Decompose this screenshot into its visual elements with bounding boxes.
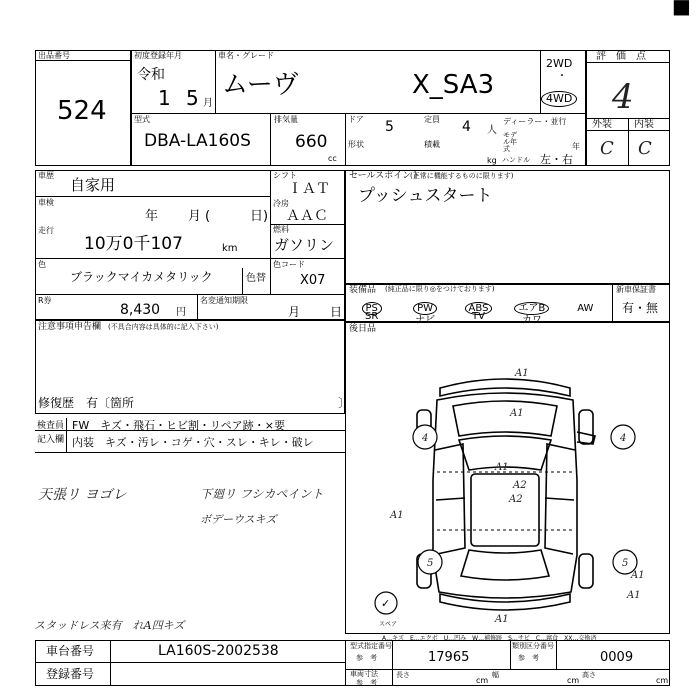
type-spec-sub: 参 考 bbox=[356, 654, 377, 662]
equip-item-sub-3: TV bbox=[472, 311, 485, 322]
mark-hood: A1 bbox=[510, 408, 524, 419]
fuel-label: 燃料 bbox=[273, 225, 289, 234]
grade: X_SA3 bbox=[412, 70, 495, 100]
doors: 5 bbox=[385, 119, 394, 135]
rear-window bbox=[461, 550, 549, 580]
handwritten-studless: スタッドレス来有 れA四キズ bbox=[34, 619, 185, 632]
cc-unit: cc bbox=[328, 154, 337, 163]
type-spec-value: 17965 bbox=[428, 650, 470, 665]
mark-front-bumper: A1 bbox=[515, 368, 529, 379]
sales-note: (正常に機能するものに限ります) bbox=[410, 172, 514, 180]
mark-tire-rl: 5 bbox=[427, 558, 434, 569]
mark-rear-right: A1 bbox=[627, 590, 641, 601]
handle-label: ハンドル bbox=[502, 156, 530, 164]
color-label: 色 bbox=[38, 260, 46, 269]
mark-right-quarter: A1 bbox=[631, 570, 645, 581]
history-value: 自家用 bbox=[70, 176, 116, 194]
displacement: 660 bbox=[295, 132, 328, 152]
reg-era: 令和 bbox=[137, 67, 165, 83]
reg-month: 5 bbox=[186, 86, 199, 110]
notice-month: 月 bbox=[288, 305, 301, 319]
inspection-label-2: 記入欄 bbox=[37, 435, 65, 445]
model-code: DBA-LA160S bbox=[144, 131, 251, 151]
hei-label: 高さ bbox=[582, 671, 596, 679]
drive-2wd: 2WD bbox=[546, 57, 573, 70]
damage-legend: A…キズ E…エクボ U…凹み W…補修跡 S…サビ C…腐食 XX…交換済 bbox=[382, 635, 597, 642]
ac-value: ＡＡＣ bbox=[286, 208, 328, 224]
int-label: 内装 bbox=[634, 119, 654, 130]
inspection-label-1: 検査員 bbox=[37, 421, 65, 431]
mileage-value: 10万0千107 bbox=[84, 234, 183, 254]
person-unit: 人 bbox=[487, 125, 497, 136]
reg-label: 初度登録年月 bbox=[134, 51, 182, 60]
class-sub: 参 考 bbox=[518, 654, 539, 662]
mark-tire-rr: 5 bbox=[622, 558, 629, 569]
inspection-row-fw: FW キズ・飛石・ヒビ割・リペア跡・×要 bbox=[72, 419, 285, 432]
shift-label: シフト bbox=[273, 171, 297, 180]
model-label: 型式 bbox=[134, 115, 150, 124]
int-value: C bbox=[638, 138, 652, 159]
shaken-day: 日) bbox=[250, 209, 269, 224]
score-value: 4 bbox=[612, 77, 634, 117]
equip-item-sub-1: SR bbox=[365, 311, 379, 322]
dealer-label: ディーラー・並行 bbox=[503, 117, 567, 126]
hei-unit: cm bbox=[656, 676, 669, 685]
rear-label: 後日品 bbox=[349, 324, 377, 334]
len-unit: cm bbox=[476, 676, 489, 685]
rear-bumper bbox=[440, 594, 570, 610]
equip-item-sub-2: ナビ bbox=[415, 315, 436, 326]
notes-sublabel: (不具合内容は具体的に記入下さい) bbox=[108, 323, 219, 331]
recycle-label: R券 bbox=[38, 296, 52, 305]
spare-mark: ✓ bbox=[381, 597, 391, 610]
mileage-label: 走行 bbox=[38, 226, 54, 235]
warranty-value: 有・無 bbox=[622, 301, 659, 315]
type-spec-label: 型式指定番号 bbox=[350, 642, 392, 650]
equip-label: 装備品 bbox=[349, 285, 377, 295]
shaken-month: 月 bbox=[188, 209, 202, 224]
km-unit: km bbox=[222, 243, 238, 254]
drive-4wd: 4WD bbox=[541, 91, 577, 107]
equip-note: (純正品に限り◎をつけております) bbox=[385, 285, 495, 293]
sales-point: プッシュスタート bbox=[358, 186, 493, 206]
lot-number: 524 bbox=[57, 96, 107, 126]
mark-left-side: A1 bbox=[390, 510, 404, 521]
notes-label: 注意事項申告欄 bbox=[38, 322, 102, 332]
history-label: 車歴 bbox=[38, 171, 54, 180]
equip-item-sub-4: カワ bbox=[521, 315, 542, 326]
corner-mark: ■ bbox=[672, 0, 691, 18]
hood bbox=[453, 401, 557, 436]
mark-tire-fl: 4 bbox=[422, 433, 429, 444]
lot-label: 出品番号 bbox=[38, 51, 70, 60]
mark-tire-fr: 4 bbox=[620, 433, 627, 444]
notice-label: 名変通知期限 bbox=[200, 296, 248, 305]
mark-rear-pillar-2: A2 bbox=[509, 494, 523, 505]
color-code-value: X07 bbox=[300, 273, 326, 288]
len-label: 長さ bbox=[396, 671, 410, 679]
reg-month-unit: 月 bbox=[203, 98, 213, 109]
equip-item-4: エアB bbox=[511, 296, 552, 315]
fuel-value: ガソリン bbox=[274, 236, 335, 254]
model-year-unit: 年 bbox=[572, 142, 580, 151]
chassis-value: LA160S-2002538 bbox=[158, 643, 279, 659]
handwritten-underbody: 下廻リ フシカペイント bbox=[200, 487, 324, 501]
handwritten-body: ボデーウスキズ bbox=[200, 513, 277, 526]
chassis-label: 車台番号 bbox=[46, 644, 95, 658]
score-label: 評 価 点 bbox=[596, 51, 646, 62]
cap-label: 定員 bbox=[424, 115, 440, 124]
color-swap-label: 色替 bbox=[246, 273, 266, 284]
shape-label: 形状 bbox=[348, 140, 364, 149]
drive-dot: ・ bbox=[557, 71, 567, 82]
disp-label: 排気量 bbox=[274, 115, 298, 124]
wid-unit: cm bbox=[567, 676, 580, 685]
car-diagram bbox=[345, 340, 670, 640]
dims-sub: 参 考 bbox=[356, 679, 377, 687]
wheel-rear-right bbox=[579, 554, 593, 588]
ext-value: C bbox=[600, 138, 614, 159]
dims-label: 車両寸法 bbox=[350, 670, 378, 678]
wid-label: 幅 bbox=[492, 671, 499, 679]
shaken-year: 年 bbox=[145, 209, 159, 224]
equip-item-5: AW bbox=[577, 303, 594, 314]
repair-history: 修復歴 有〔箇所 bbox=[38, 396, 135, 410]
notice-day: 日 bbox=[330, 305, 343, 319]
name-label: 車名・グレード bbox=[218, 51, 274, 60]
load-label: 積載 bbox=[424, 140, 440, 149]
sales-label: セールスポイント bbox=[349, 171, 421, 181]
wheel-front-right bbox=[579, 410, 593, 444]
equipment-items bbox=[345, 296, 612, 326]
handwritten-ceiling: 天張リ ヨゴレ bbox=[38, 487, 127, 503]
equip-item-1: PS bbox=[351, 296, 392, 315]
shaken-label: 車検 bbox=[38, 198, 54, 207]
color-code-label: 色コード bbox=[273, 260, 305, 269]
mark-rear-pillar-1: A2 bbox=[513, 480, 527, 491]
warranty-label: 新車保証書 bbox=[616, 285, 656, 294]
plate-label: 登録番号 bbox=[46, 667, 95, 681]
shaken-paren: ( bbox=[205, 209, 211, 224]
class-label: 類別区分番号 bbox=[512, 642, 554, 650]
ac-label: 冷房 bbox=[273, 199, 289, 208]
inspection-row-interior: 内装 キズ・汚レ・コゲ・穴・スレ・キレ・破レ bbox=[72, 436, 314, 449]
roof bbox=[471, 474, 539, 546]
car-name: ムーヴ bbox=[222, 70, 299, 100]
ext-label: 外装 bbox=[592, 119, 612, 130]
shift-value: ＩＡＴ bbox=[288, 181, 330, 197]
body-outline bbox=[433, 393, 577, 598]
equip-item-2: PW bbox=[404, 296, 445, 315]
mark-rear-bumper: A1 bbox=[495, 614, 509, 625]
kg-unit: kg bbox=[487, 156, 497, 165]
equip-item-3: ABS bbox=[458, 296, 499, 315]
reg-year: 1 bbox=[158, 86, 171, 110]
handle-value: 左・右 bbox=[540, 153, 573, 166]
model-year-label: モデル年式 bbox=[503, 131, 517, 153]
yen-unit: 円 bbox=[176, 307, 186, 318]
recycle-value: 8,430 bbox=[120, 302, 161, 318]
door-label: ドア bbox=[348, 115, 364, 124]
capacity: 4 bbox=[462, 119, 471, 135]
mark-roof: A1 bbox=[495, 462, 509, 473]
color-value: ブラックマイカメタリック bbox=[70, 270, 213, 284]
spare-label: スペア bbox=[379, 621, 398, 628]
repair-close: 〕 bbox=[338, 396, 351, 410]
class-value: 0009 bbox=[600, 650, 634, 665]
